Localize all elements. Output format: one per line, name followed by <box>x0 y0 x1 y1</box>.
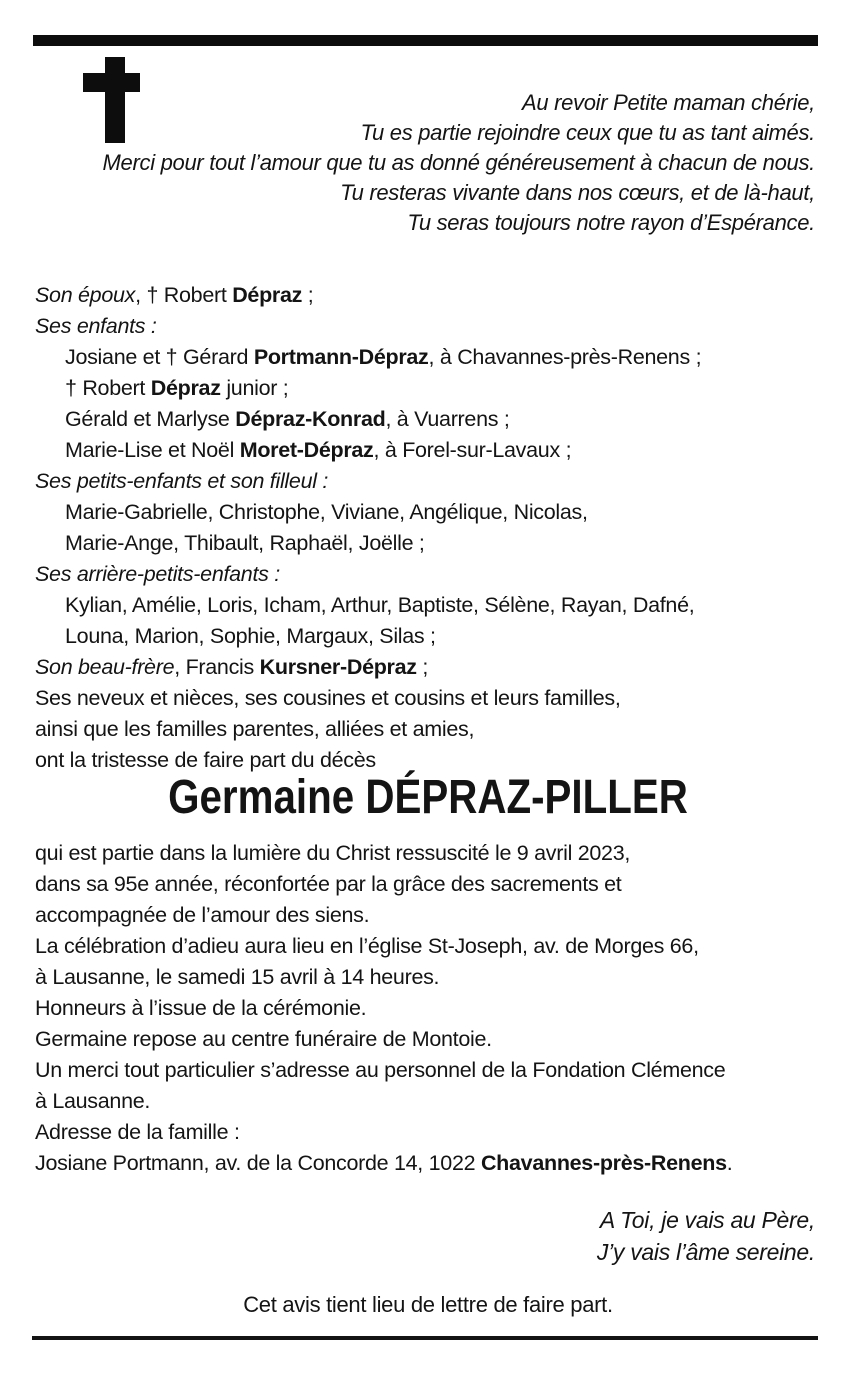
text-line: ont la tristesse de faire part du décès <box>35 748 376 772</box>
text-line: Tu resteras vivante dans nos cœurs, et de là-haut, <box>340 180 815 205</box>
text-line: Ses arrière-petits-enfants : <box>35 562 280 586</box>
text-line: Marie-Ange, Thibault, Raphaël, Joëlle ; <box>65 531 425 555</box>
text-line: Ses enfants : <box>35 314 157 338</box>
text-line: J’y vais l’âme sereine. <box>596 1239 815 1265</box>
text-line: Ses neveux et nièces, ses cousines et cousins et leurs familles, <box>35 686 621 710</box>
text-line: Tu es partie rejoindre ceux que tu as tant aimés. <box>360 120 815 145</box>
announcement-body <box>35 838 835 1179</box>
text-line: ainsi que les familles parentes, alliées et amies, <box>35 717 475 741</box>
footer-note: Cet avis tient lieu de lettre de faire part. <box>243 1292 613 1317</box>
text-line: † Robert Dépraz junior ; <box>65 376 289 400</box>
family-list <box>35 280 835 776</box>
text-line: Merci pour tout l’amour que tu as donné généreusement à chacun de nous. <box>102 150 815 175</box>
text-line: Honneurs à l’issue de la cérémonie. <box>35 996 367 1020</box>
text-line: Marie-Gabrielle, Christophe, Viviane, Angélique, Nicolas, <box>65 500 588 524</box>
text-line: Kylian, Amélie, Loris, Icham, Arthur, Baptiste, Sélène, Rayan, Dafné, <box>65 593 695 617</box>
text-line: Josiane Portmann, av. de la Concorde 14, 1022 Chavannes-près-Renens. <box>35 1151 733 1175</box>
text-line: Germaine repose au centre funéraire de Montoie. <box>35 1027 492 1051</box>
text-line: Louna, Marion, Sophie, Margaux, Silas ; <box>65 624 436 648</box>
text-line: Adresse de la famille : <box>35 1120 240 1144</box>
epigraph <box>45 88 815 238</box>
deceased-name: Germaine DÉPRAZ-PILLER <box>168 771 688 824</box>
top-rule <box>33 35 818 46</box>
text-line: Ses petits-enfants et son filleul : <box>35 469 329 493</box>
text-line: qui est partie dans la lumière du Christ ressuscité le 9 avril 2023, <box>35 841 631 865</box>
text-line: La célébration d’adieu aura lieu en l’église St-Joseph, av. de Morges 66, <box>35 934 699 958</box>
text-line: Marie-Lise et Noël Moret-Dépraz, à Forel-sur-Lavaux ; <box>65 438 572 462</box>
text-line: Gérald et Marlyse Dépraz-Konrad, à Vuarrens ; <box>65 407 510 431</box>
text-line: accompagnée de l’amour des siens. <box>35 903 370 927</box>
text-line: A Toi, je vais au Père, <box>599 1207 815 1233</box>
text-line: Un merci tout particulier s’adresse au personnel de la Fondation Clémence <box>35 1058 726 1082</box>
text-line: Son époux, † Robert Dépraz ; <box>35 283 314 307</box>
text-line: à Lausanne. <box>35 1089 151 1113</box>
closing-verse <box>315 1204 815 1268</box>
bottom-rule <box>32 1336 818 1340</box>
text-line: Au revoir Petite maman chérie, <box>521 90 815 115</box>
text-line: à Lausanne, le samedi 15 avril à 14 heures. <box>35 965 440 989</box>
text-line: dans sa 95e année, réconfortée par la grâce des sacrements et <box>35 872 622 896</box>
text-line: Josiane et † Gérard Portmann-Dépraz, à Chavannes-près-Renens ; <box>65 345 702 369</box>
text-line: Son beau-frère, Francis Kursner-Dépraz ; <box>35 655 429 679</box>
text-line: Tu seras toujours notre rayon d’Espérance. <box>407 210 815 235</box>
